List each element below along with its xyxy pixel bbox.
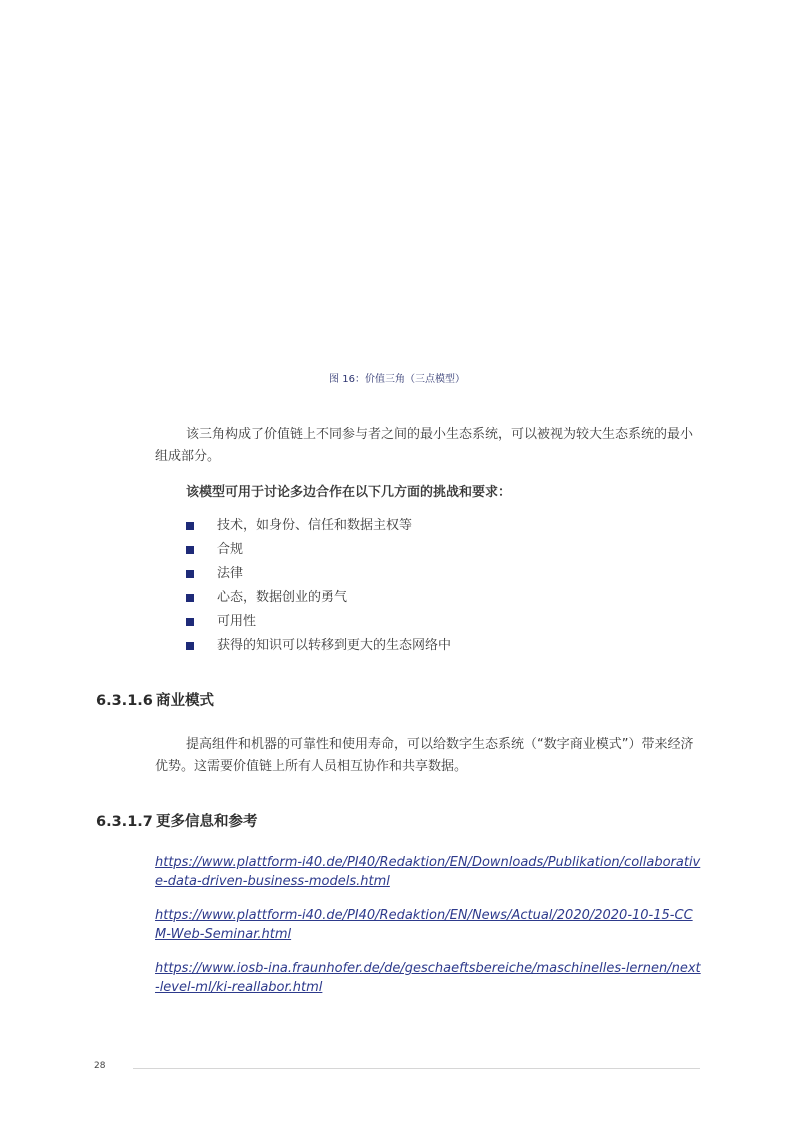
challenges-list <box>186 514 451 658</box>
footer-divider <box>133 1068 700 1069</box>
figure-caption: 图 16：价值三角（三点模型） <box>329 374 465 385</box>
reference-links <box>155 853 703 1012</box>
figure-placeholder <box>96 0 700 360</box>
challenges-heading: 该模型可用于讨论多边合作在以下几方面的挑战和要求： <box>186 485 512 500</box>
section-title: 更多信息和参考 <box>156 814 258 830</box>
square-bullet-icon <box>186 570 194 578</box>
list-item <box>186 514 451 538</box>
list-item-text: 可用性 <box>217 614 257 629</box>
list-item-text: 法律 <box>217 566 244 581</box>
page-number: 28 <box>94 1061 106 1071</box>
list-item-text: 合规 <box>217 542 244 557</box>
list-item-text: 心态，数据创业的勇气 <box>217 590 348 605</box>
square-bullet-icon <box>186 618 194 626</box>
reference-link[interactable]: https://www.plattform-i40.de/PI40/Redaktion/EN/Downloads/Publikation/collaborative-data-driven-business-models.html <box>155 855 701 889</box>
square-bullet-icon <box>186 546 194 554</box>
square-bullet-icon <box>186 594 194 602</box>
square-bullet-icon <box>186 642 194 650</box>
section-heading-more-info <box>96 810 258 831</box>
reference-link[interactable]: https://www.iosb-ina.fraunhofer.de/de/geschaeftsbereiche/maschinelles-lernen/next-level-ml/ki-reallabor.html <box>155 961 701 995</box>
list-item <box>186 610 451 634</box>
list-item <box>186 538 451 562</box>
intro-paragraph <box>155 424 703 468</box>
business-paragraph-text: 提高组件和机器的可靠性和使用寿命，可以给数字生态系统（“数字商业模式”）带来经济优势。这需要价值链上所有人员相互协作和共享数据。 <box>155 737 694 774</box>
section-number: 6.3.1.7 <box>96 814 153 830</box>
list-item <box>186 562 451 586</box>
list-item <box>186 634 451 658</box>
reference-link[interactable]: https://www.plattform-i40.de/PI40/Redaktion/EN/News/Actual/2020/2020-10-15-CCM-Web-Seminar.html <box>155 908 693 942</box>
section-number: 6.3.1.6 <box>96 693 153 709</box>
section-heading-business-model <box>96 689 214 710</box>
section-title: 商业模式 <box>156 693 214 709</box>
list-item-text: 技术，如身份、信任和数据主权等 <box>217 518 413 533</box>
intro-paragraph-text: 该三角构成了价值链上不同参与者之间的最小生态系统，可以被视为较大生态系统的最小组成部分。 <box>155 427 694 464</box>
square-bullet-icon <box>186 522 194 530</box>
list-item <box>186 586 451 610</box>
business-paragraph <box>155 734 703 778</box>
list-item-text: 获得的知识可以转移到更大的生态网络中 <box>217 638 452 653</box>
